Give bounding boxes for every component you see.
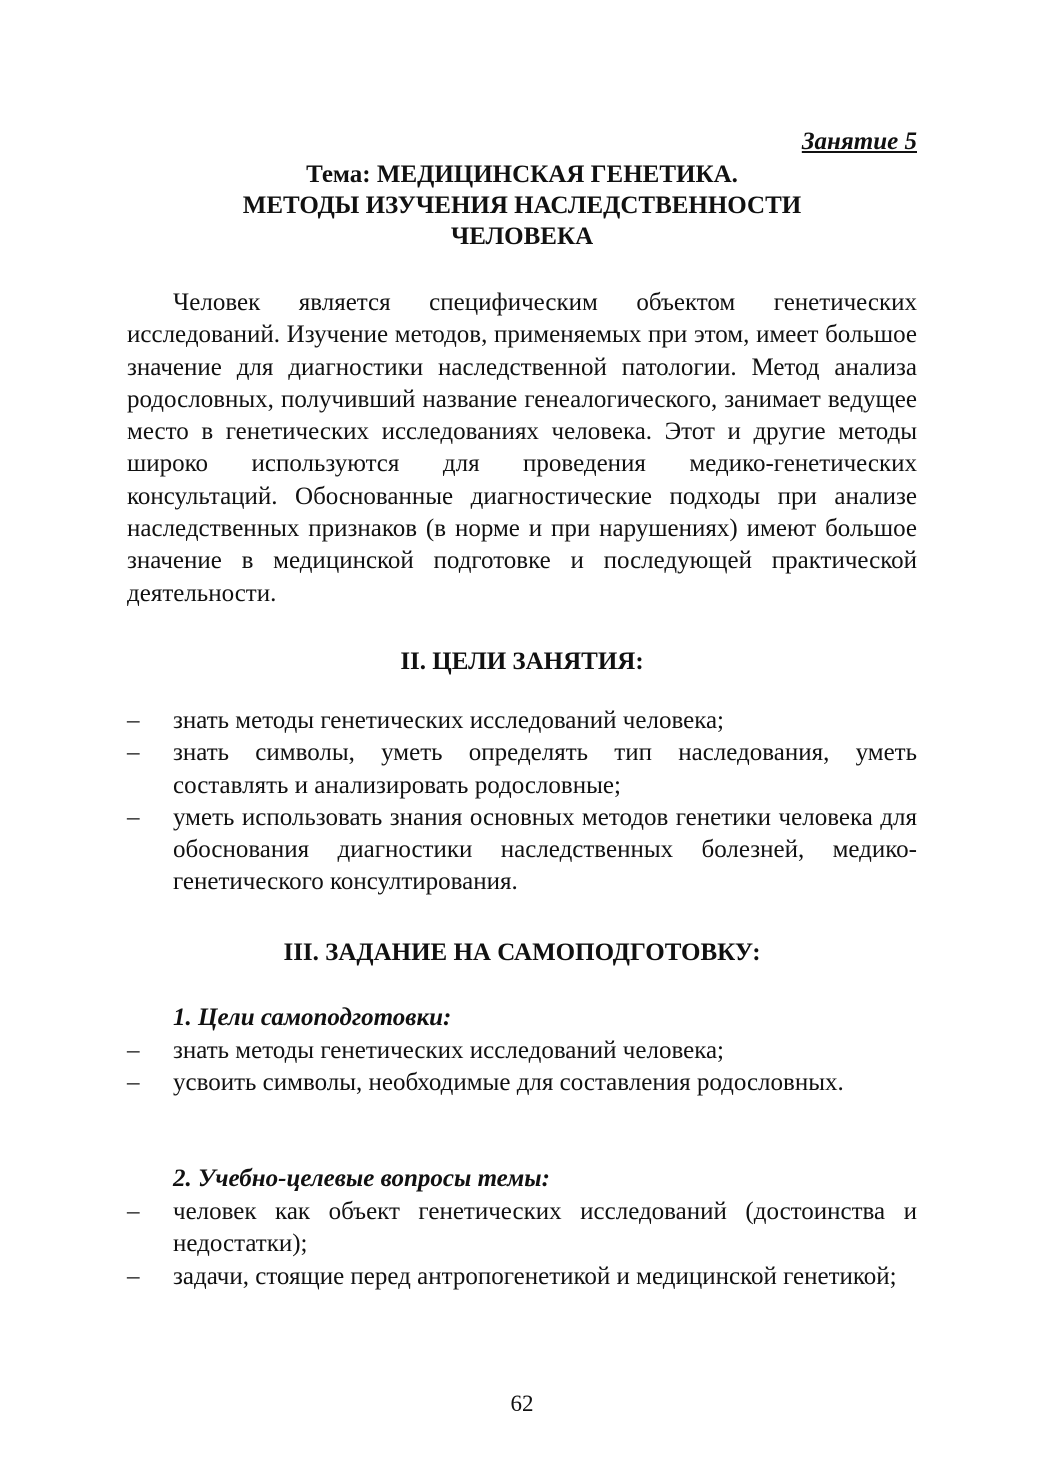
dash-marker: – xyxy=(127,739,140,767)
list-item-text: человек как объект генетических исследований (достоинства и недостатки); xyxy=(173,1198,917,1258)
list-item-text: знать символы, уметь определять тип наследования, уметь составлять и анализировать родословные; xyxy=(173,739,917,799)
goals-list xyxy=(127,705,917,899)
dash-marker: – xyxy=(127,803,140,831)
list-item xyxy=(127,1261,917,1293)
selfstudy-goals-heading: 1. Цели самоподготовки: xyxy=(173,1004,452,1031)
study-questions-list xyxy=(127,1196,917,1293)
title-line-3: ЧЕЛОВЕКА xyxy=(450,223,594,250)
page-number: 62 xyxy=(510,1391,534,1416)
list-item xyxy=(127,802,917,899)
list-item-text: задачи, стоящие перед антропогенетикой и медицинской генетикой; xyxy=(173,1262,897,1290)
list-item xyxy=(127,1196,917,1261)
intro-paragraph: Человек является специфическим объектом генетических исследований. Изучение методов, применяемых при этом, имеет большое значение для диагностики наследственной патологии. Метод анализа родословных, получивший название генеалогического, занимает ведущее место в генетических исследованиях человека. Этот и другие методы широко используются для проведения медико-генетических консультаций. Обоснованные диагностические подходы при анализе наследственных признаков (в норме и при нарушениях) имеют большое значение в медицинской подготовке и последующей практической деятельности. xyxy=(127,289,917,607)
section-selfstudy-heading: III. ЗАДАНИЕ НА САМОПОДГОТОВКУ: xyxy=(283,939,761,966)
title-line-1: Тема: МЕДИЦИНСКАЯ ГЕНЕТИКА. xyxy=(306,161,738,188)
list-item-text: знать методы генетических исследований человека; xyxy=(173,707,725,734)
dash-marker: – xyxy=(127,707,140,734)
dash-marker: – xyxy=(127,1262,140,1290)
document-page xyxy=(127,0,917,1472)
dash-marker: – xyxy=(127,1069,140,1097)
list-item-text: уметь использовать знания основных методов генетики человека для обоснования диагностики наследственных болезней, медико-генетического консултирования. xyxy=(173,803,917,896)
list-item xyxy=(127,1035,917,1067)
list-item xyxy=(127,705,917,737)
list-item-text: знать методы генетических исследований человека; xyxy=(173,1037,725,1064)
lesson-label: Занятие 5 xyxy=(801,128,917,155)
page-title xyxy=(127,159,917,252)
section-goals-heading: II. ЦЕЛИ ЗАНЯТИЯ: xyxy=(400,648,644,675)
study-questions-heading: 2. Учебно-целевые вопросы темы: xyxy=(173,1165,550,1192)
dash-marker: – xyxy=(127,1037,140,1064)
list-item-text: усвоить символы, необходимые для составления родословных. xyxy=(173,1069,844,1097)
title-line-2: МЕТОДЫ ИЗУЧЕНИЯ НАСЛЕДСТВЕННОСТИ xyxy=(242,192,802,219)
list-item xyxy=(127,737,917,802)
dash-marker: – xyxy=(127,1198,140,1225)
selfstudy-goals-list xyxy=(127,1035,917,1100)
list-item xyxy=(127,1067,917,1099)
